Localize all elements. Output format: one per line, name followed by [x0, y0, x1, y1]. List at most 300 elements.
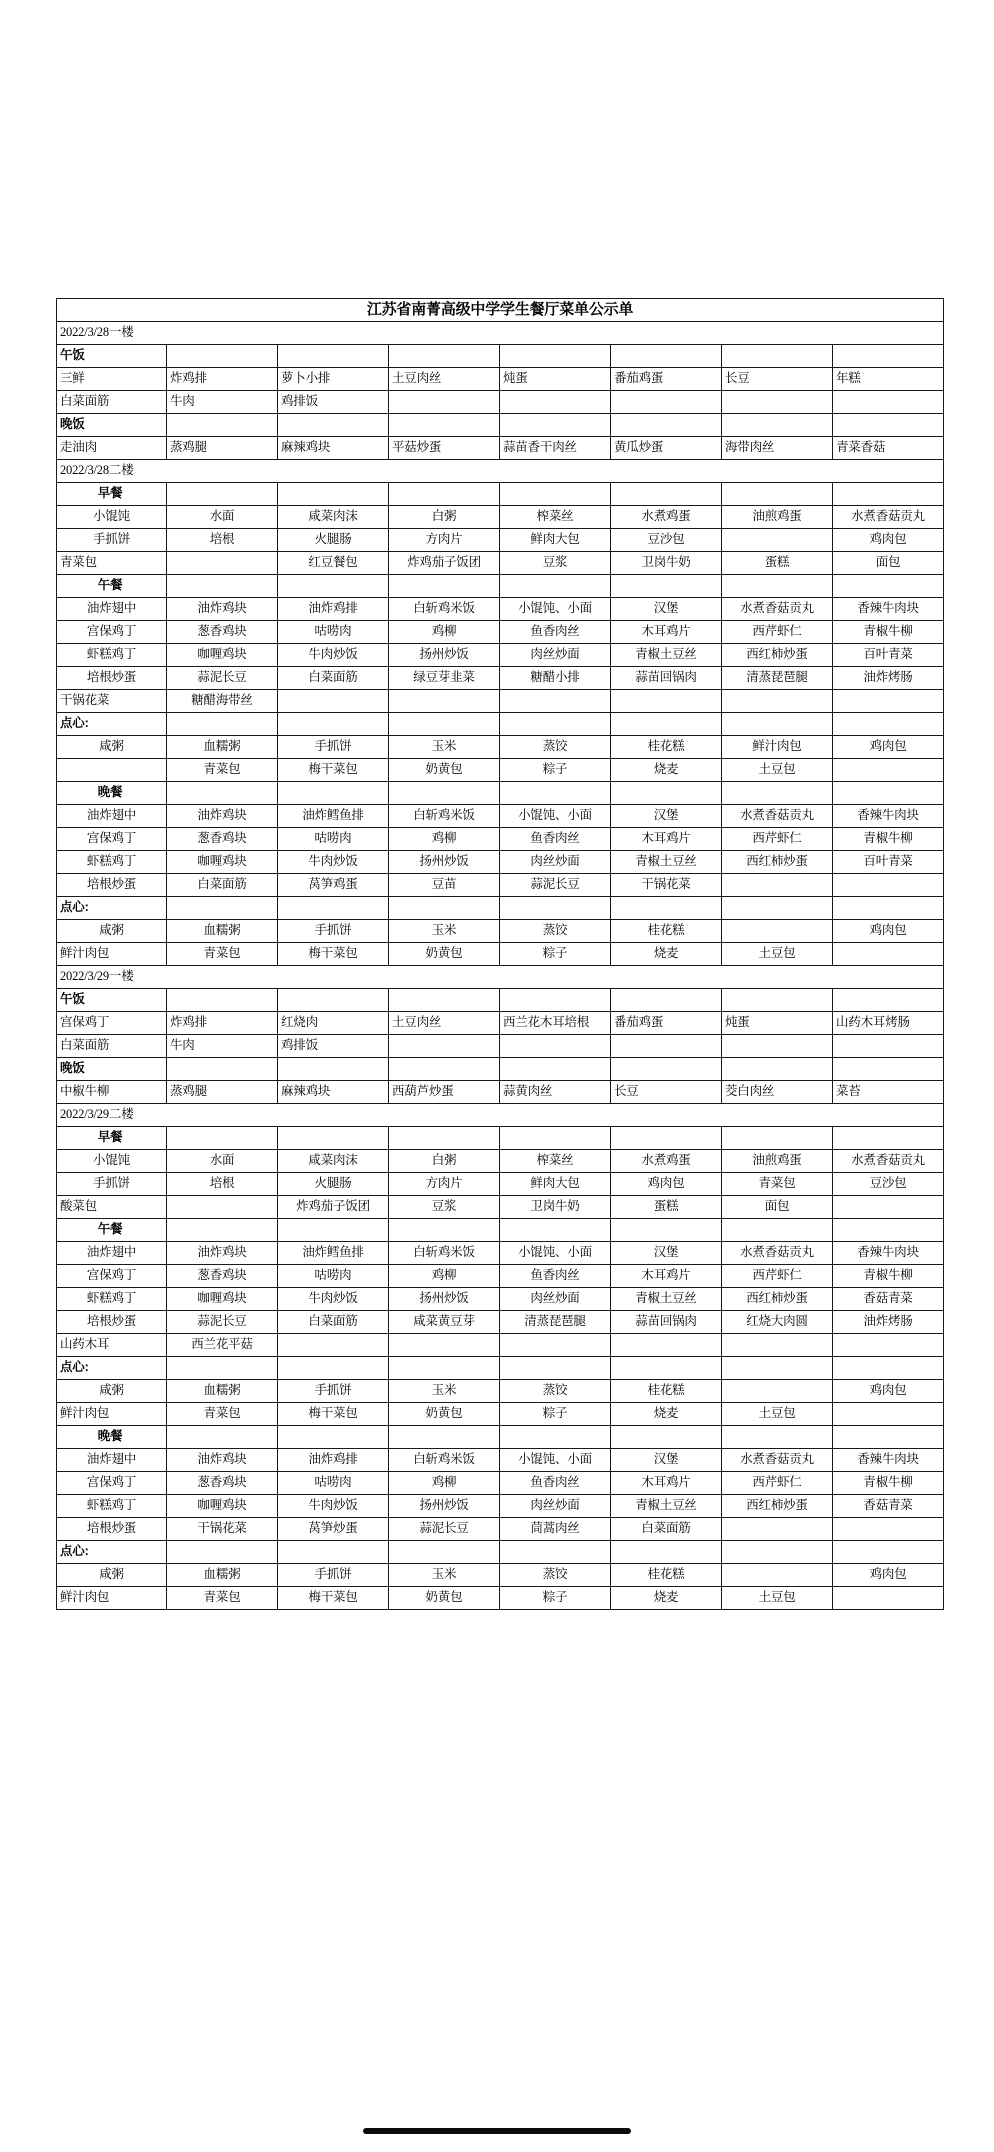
empty-cell [833, 874, 944, 897]
empty-cell [389, 690, 500, 713]
dish-cell: 桂花糕 [611, 736, 722, 759]
empty-cell [500, 897, 611, 920]
empty-cell [389, 1541, 500, 1564]
dish-cell: 水面 [167, 506, 278, 529]
title-row [57, 299, 944, 322]
dish-cell: 西红柿炒蛋 [722, 851, 833, 874]
empty-cell [611, 483, 722, 506]
dish-cell: 虾糕鸡丁 [57, 1288, 167, 1311]
dish-cell: 手抓饼 [278, 736, 389, 759]
dish-cell: 青椒牛柳 [833, 1472, 944, 1495]
dish-cell: 鲜汁肉包 [57, 1587, 167, 1610]
dish-cell: 扬州炒饭 [389, 644, 500, 667]
dish-cell: 培根炒蛋 [57, 1311, 167, 1334]
empty-cell [833, 943, 944, 966]
dish-cell: 咸粥 [57, 1564, 167, 1587]
dish-cell: 油炸鸡块 [167, 1449, 278, 1472]
dish-cell: 百叶青菜 [833, 644, 944, 667]
dish-cell: 油炸鸡块 [167, 805, 278, 828]
empty-cell [833, 1587, 944, 1610]
dish-cell: 卫岗牛奶 [500, 1196, 611, 1219]
empty-cell [722, 1426, 833, 1449]
meal-heading-row [57, 1357, 944, 1380]
menu-row [57, 736, 944, 759]
empty-cell [278, 575, 389, 598]
dish-cell: 小馄饨、小面 [500, 598, 611, 621]
empty-cell [389, 1219, 500, 1242]
dish-cell: 奶黄包 [389, 1403, 500, 1426]
dish-cell: 玉米 [389, 736, 500, 759]
dish-cell: 红烧大肉圆 [722, 1311, 833, 1334]
menu-row [57, 759, 944, 782]
dish-cell: 小馄饨 [57, 1150, 167, 1173]
dish-cell: 咸粥 [57, 920, 167, 943]
meal-heading: 午餐 [57, 575, 167, 598]
dish-cell: 扬州炒饭 [389, 1288, 500, 1311]
dish-cell: 油炸翅中 [57, 1449, 167, 1472]
dish-cell: 油炸鳕鱼排 [278, 805, 389, 828]
dish-cell: 麻辣鸡块 [278, 1081, 389, 1104]
dish-cell: 鸡柳 [389, 621, 500, 644]
empty-cell [722, 897, 833, 920]
dish-cell: 鱼香肉丝 [500, 1265, 611, 1288]
dish-cell: 桂花糕 [611, 920, 722, 943]
dish-cell: 西兰花平菇 [167, 1334, 278, 1357]
meal-heading: 午饭 [57, 989, 167, 1012]
dish-cell: 油煎鸡蛋 [722, 506, 833, 529]
menu-row [57, 1173, 944, 1196]
dish-cell: 水面 [167, 1150, 278, 1173]
meal-heading: 晚餐 [57, 782, 167, 805]
meal-heading-row [57, 989, 944, 1012]
dish-cell: 番茄鸡蛋 [611, 368, 722, 391]
dish-cell: 水煮香菇贡丸 [722, 805, 833, 828]
date-label: 2022/3/29二楼 [57, 1104, 944, 1127]
dish-cell: 宫保鸡丁 [57, 828, 167, 851]
menu-row [57, 1518, 944, 1541]
dish-cell: 炸鸡排 [167, 368, 278, 391]
empty-cell [611, 1127, 722, 1150]
dish-cell: 白菜面筋 [167, 874, 278, 897]
dish-cell: 宫保鸡丁 [57, 1265, 167, 1288]
empty-cell [833, 345, 944, 368]
dish-cell: 烧麦 [611, 759, 722, 782]
date-header-row [57, 460, 944, 483]
dish-cell: 粽子 [500, 943, 611, 966]
dish-cell: 肉丝炒面 [500, 644, 611, 667]
dish-cell: 酸菜包 [57, 1196, 167, 1219]
empty-cell [611, 989, 722, 1012]
empty-cell [833, 1035, 944, 1058]
dish-cell: 葱香鸡块 [167, 828, 278, 851]
empty-cell [833, 1196, 944, 1219]
dish-cell: 蒜苗香干肉丝 [500, 437, 611, 460]
empty-cell [500, 483, 611, 506]
dish-cell: 清蒸琵琶腿 [722, 667, 833, 690]
dish-cell: 莴笋鸡蛋 [278, 874, 389, 897]
dish-cell: 白菜面筋 [278, 1311, 389, 1334]
dish-cell: 茭白肉丝 [722, 1081, 833, 1104]
dish-cell: 鸡肉包 [611, 1173, 722, 1196]
empty-cell [500, 1219, 611, 1242]
empty-cell [500, 575, 611, 598]
dish-cell: 宫保鸡丁 [57, 1472, 167, 1495]
menu-row [57, 667, 944, 690]
empty-cell [722, 690, 833, 713]
dish-cell: 白粥 [389, 506, 500, 529]
dish-cell: 白斩鸡米饭 [389, 598, 500, 621]
dish-cell: 培根 [167, 1173, 278, 1196]
empty-cell [833, 1403, 944, 1426]
empty-cell [833, 1357, 944, 1380]
dish-cell: 三鲜 [57, 368, 167, 391]
dish-cell: 莴笋炒蛋 [278, 1518, 389, 1541]
menu-row [57, 1587, 944, 1610]
dish-cell: 番茄鸡蛋 [611, 1012, 722, 1035]
empty-cell [833, 1127, 944, 1150]
dish-cell: 水煮香菇贡丸 [722, 1449, 833, 1472]
empty-cell [278, 483, 389, 506]
home-indicator [363, 2128, 631, 2134]
dish-cell: 培根炒蛋 [57, 874, 167, 897]
dish-cell: 蒸饺 [500, 1380, 611, 1403]
dish-cell: 奶黄包 [389, 1587, 500, 1610]
empty-cell [722, 1127, 833, 1150]
dish-cell: 黄瓜炒蛋 [611, 437, 722, 460]
menu-row [57, 1403, 944, 1426]
dish-cell: 炖蛋 [500, 368, 611, 391]
empty-cell [611, 345, 722, 368]
dish-cell: 鸡肉包 [833, 736, 944, 759]
dish-cell: 豆苗 [389, 874, 500, 897]
dish-cell: 香菇青菜 [833, 1495, 944, 1518]
dish-cell: 油炸翅中 [57, 1242, 167, 1265]
dish-cell: 油炸鸡块 [167, 1242, 278, 1265]
dish-cell: 西芹虾仁 [722, 1472, 833, 1495]
dish-cell: 梅干菜包 [278, 1587, 389, 1610]
dish-cell: 油煎鸡蛋 [722, 1150, 833, 1173]
meal-heading: 晚饭 [57, 1058, 167, 1081]
dish-cell: 血糯粥 [167, 1564, 278, 1587]
dish-cell: 咖喱鸡块 [167, 1288, 278, 1311]
dish-cell: 玉米 [389, 1380, 500, 1403]
dish-cell: 油炸鸡块 [167, 598, 278, 621]
dish-cell: 手抓饼 [57, 529, 167, 552]
date-label: 2022/3/28二楼 [57, 460, 944, 483]
empty-cell [500, 713, 611, 736]
dish-cell: 蒸饺 [500, 736, 611, 759]
meal-heading: 点心: [57, 1357, 167, 1380]
empty-cell [389, 575, 500, 598]
empty-cell [389, 1357, 500, 1380]
empty-cell [722, 782, 833, 805]
dish-cell: 咸菜肉沫 [278, 506, 389, 529]
dish-cell: 茼蒿肉丝 [500, 1518, 611, 1541]
dish-cell: 咖喱鸡块 [167, 1495, 278, 1518]
meal-heading-row [57, 1219, 944, 1242]
empty-cell [389, 1426, 500, 1449]
empty-cell [611, 1426, 722, 1449]
menu-row [57, 1334, 944, 1357]
empty-cell [389, 897, 500, 920]
meal-heading: 早餐 [57, 483, 167, 506]
dish-cell: 小馄饨 [57, 506, 167, 529]
menu-row [57, 1472, 944, 1495]
empty-cell [722, 1380, 833, 1403]
dish-cell: 鱼香肉丝 [500, 1472, 611, 1495]
empty-cell [722, 414, 833, 437]
dish-cell: 蒸饺 [500, 920, 611, 943]
dish-cell: 葱香鸡块 [167, 1265, 278, 1288]
dish-cell: 梅干菜包 [278, 759, 389, 782]
dish-cell: 桂花糕 [611, 1380, 722, 1403]
dish-cell: 咸粥 [57, 736, 167, 759]
empty-cell [500, 782, 611, 805]
dish-cell: 水煮香菇贡丸 [833, 506, 944, 529]
dish-cell: 西芹虾仁 [722, 1265, 833, 1288]
empty-cell [722, 989, 833, 1012]
dish-cell: 咖喱鸡块 [167, 851, 278, 874]
dish-cell: 蒸鸡腿 [167, 437, 278, 460]
dish-cell: 麻辣鸡块 [278, 437, 389, 460]
menu-row [57, 805, 944, 828]
menu-row [57, 1035, 944, 1058]
dish-cell: 油炸鸡排 [278, 598, 389, 621]
dish-cell: 油炸鸡排 [278, 1449, 389, 1472]
menu-row [57, 1242, 944, 1265]
menu-row [57, 874, 944, 897]
dish-cell: 走油肉 [57, 437, 167, 460]
dish-cell: 糖醋海带丝 [167, 690, 278, 713]
menu-row [57, 851, 944, 874]
dish-cell: 肉丝炒面 [500, 1495, 611, 1518]
menu-row [57, 621, 944, 644]
menu-row [57, 1311, 944, 1334]
empty-cell [833, 1518, 944, 1541]
dish-cell: 木耳鸡片 [611, 828, 722, 851]
dish-cell: 鸡肉包 [833, 529, 944, 552]
empty-cell [500, 345, 611, 368]
dish-cell: 油炸烤肠 [833, 667, 944, 690]
dish-cell: 青椒牛柳 [833, 828, 944, 851]
dish-cell: 土豆包 [722, 759, 833, 782]
meal-heading-row [57, 1058, 944, 1081]
empty-cell [500, 1127, 611, 1150]
dish-cell: 卫岗牛奶 [611, 552, 722, 575]
dish-cell: 扬州炒饭 [389, 851, 500, 874]
dish-cell: 烧麦 [611, 1403, 722, 1426]
meal-heading: 点心: [57, 1541, 167, 1564]
dish-cell: 香辣牛肉块 [833, 598, 944, 621]
menu-row [57, 1288, 944, 1311]
dish-cell: 水煮香菇贡丸 [722, 1242, 833, 1265]
dish-cell: 肉丝炒面 [500, 851, 611, 874]
empty-cell [389, 1058, 500, 1081]
empty-cell [278, 1334, 389, 1357]
dish-cell: 糖醋小排 [500, 667, 611, 690]
dish-cell: 绿豆芽韭菜 [389, 667, 500, 690]
dish-cell: 粽子 [500, 1403, 611, 1426]
empty-cell [722, 575, 833, 598]
empty-cell [167, 782, 278, 805]
dish-cell: 白斩鸡米饭 [389, 1449, 500, 1472]
dish-cell: 萝卜小排 [278, 368, 389, 391]
empty-cell [167, 1196, 278, 1219]
dish-cell: 山药木耳 [57, 1334, 167, 1357]
dish-cell: 土豆肉丝 [389, 1012, 500, 1035]
meal-heading: 点心: [57, 897, 167, 920]
menu-row [57, 1265, 944, 1288]
dish-cell: 青菜包 [167, 943, 278, 966]
dish-cell: 小馄饨、小面 [500, 805, 611, 828]
dish-cell: 平菇炒蛋 [389, 437, 500, 460]
menu-table [56, 298, 944, 1610]
menu-row [57, 644, 944, 667]
dish-cell: 咕唠肉 [278, 1472, 389, 1495]
empty-cell [389, 345, 500, 368]
dish-cell: 宫保鸡丁 [57, 621, 167, 644]
menu-row [57, 1495, 944, 1518]
dish-cell: 西红柿炒蛋 [722, 644, 833, 667]
empty-cell [500, 391, 611, 414]
empty-cell [389, 1334, 500, 1357]
empty-cell [611, 1035, 722, 1058]
dish-cell: 咸菜肉沫 [278, 1150, 389, 1173]
dish-cell: 白粥 [389, 1150, 500, 1173]
empty-cell [389, 782, 500, 805]
dish-cell: 玉米 [389, 1564, 500, 1587]
empty-cell [389, 1127, 500, 1150]
dish-cell: 手抓饼 [278, 920, 389, 943]
dish-cell: 山药木耳烤肠 [833, 1012, 944, 1035]
empty-cell [722, 1564, 833, 1587]
date-header-row [57, 966, 944, 989]
dish-cell: 水煮鸡蛋 [611, 1150, 722, 1173]
dish-cell: 鱼香肉丝 [500, 828, 611, 851]
meal-heading-row [57, 1426, 944, 1449]
dish-cell: 奶黄包 [389, 759, 500, 782]
empty-cell [167, 989, 278, 1012]
empty-cell [833, 391, 944, 414]
dish-cell: 白菜面筋 [278, 667, 389, 690]
menu-row [57, 690, 944, 713]
menu-row [57, 828, 944, 851]
empty-cell [167, 713, 278, 736]
dish-cell: 咸菜黄豆芽 [389, 1311, 500, 1334]
empty-cell [500, 690, 611, 713]
dish-cell: 白菜面筋 [611, 1518, 722, 1541]
dish-cell: 烧麦 [611, 943, 722, 966]
empty-cell [167, 575, 278, 598]
empty-cell [833, 1058, 944, 1081]
dish-cell: 葱香鸡块 [167, 1472, 278, 1495]
dish-cell: 蒜苗回锅肉 [611, 667, 722, 690]
menu-row [57, 598, 944, 621]
dish-cell: 中椒牛柳 [57, 1081, 167, 1104]
dish-cell: 青菜包 [167, 759, 278, 782]
dish-cell: 菜苔 [833, 1081, 944, 1104]
meal-heading: 午餐 [57, 1219, 167, 1242]
menu-row [57, 1196, 944, 1219]
dish-cell: 鸡排饭 [278, 1035, 389, 1058]
dish-cell: 炸鸡排 [167, 1012, 278, 1035]
empty-cell [722, 920, 833, 943]
dish-cell: 长豆 [722, 368, 833, 391]
dish-cell: 手抓饼 [278, 1380, 389, 1403]
empty-cell [833, 690, 944, 713]
menu-row [57, 529, 944, 552]
dish-cell: 豆沙包 [611, 529, 722, 552]
empty-cell [833, 759, 944, 782]
meal-heading-row [57, 483, 944, 506]
empty-cell [722, 529, 833, 552]
dish-cell: 白菜面筋 [57, 1035, 167, 1058]
empty-cell [722, 1334, 833, 1357]
empty-cell [722, 483, 833, 506]
menu-row [57, 943, 944, 966]
empty-cell [722, 1058, 833, 1081]
dish-cell: 青椒土豆丝 [611, 851, 722, 874]
dish-cell: 蒜泥长豆 [167, 667, 278, 690]
dish-cell: 牛肉炒饭 [278, 1288, 389, 1311]
empty-cell [611, 690, 722, 713]
dish-cell: 面包 [833, 552, 944, 575]
dish-cell: 青菜包 [167, 1403, 278, 1426]
meal-heading-row [57, 713, 944, 736]
dish-cell: 蒜苗回锅肉 [611, 1311, 722, 1334]
dish-cell: 牛肉炒饭 [278, 644, 389, 667]
dish-cell: 牛肉 [167, 1035, 278, 1058]
empty-cell [167, 483, 278, 506]
dish-cell: 豆浆 [389, 1196, 500, 1219]
dish-cell: 油炸鳕鱼排 [278, 1242, 389, 1265]
dish-cell: 鲜肉大包 [500, 1173, 611, 1196]
dish-cell: 青菜包 [57, 552, 167, 575]
dish-cell: 豆浆 [500, 552, 611, 575]
dish-cell: 青菜包 [722, 1173, 833, 1196]
dish-cell: 土豆包 [722, 1403, 833, 1426]
dish-cell: 鸡柳 [389, 828, 500, 851]
dish-cell: 梅干菜包 [278, 943, 389, 966]
dish-cell: 白斩鸡米饭 [389, 805, 500, 828]
dish-cell: 扬州炒饭 [389, 1495, 500, 1518]
dish-cell: 西红柿炒蛋 [722, 1495, 833, 1518]
dish-cell: 粽子 [500, 759, 611, 782]
empty-cell [500, 1334, 611, 1357]
empty-cell [722, 1357, 833, 1380]
empty-cell [278, 713, 389, 736]
empty-cell [278, 1127, 389, 1150]
dish-cell: 香菇青菜 [833, 1288, 944, 1311]
dish-cell: 炸鸡茄子饭团 [389, 552, 500, 575]
document-title: 江苏省南菁高级中学学生餐厅菜单公示单 [57, 299, 944, 322]
meal-heading: 晚餐 [57, 1426, 167, 1449]
empty-cell [278, 414, 389, 437]
dish-cell: 蛋糕 [611, 1196, 722, 1219]
empty-cell [833, 1334, 944, 1357]
dish-cell: 炖蛋 [722, 1012, 833, 1035]
dish-cell: 青椒土豆丝 [611, 1495, 722, 1518]
empty-cell [611, 391, 722, 414]
dish-cell: 玉米 [389, 920, 500, 943]
meal-heading: 午饭 [57, 345, 167, 368]
empty-cell [278, 989, 389, 1012]
empty-cell [278, 1357, 389, 1380]
menu-row [57, 368, 944, 391]
dish-cell: 水煮香菇贡丸 [722, 598, 833, 621]
dish-cell: 鸡肉包 [833, 920, 944, 943]
dish-cell: 鸡肉包 [833, 1380, 944, 1403]
